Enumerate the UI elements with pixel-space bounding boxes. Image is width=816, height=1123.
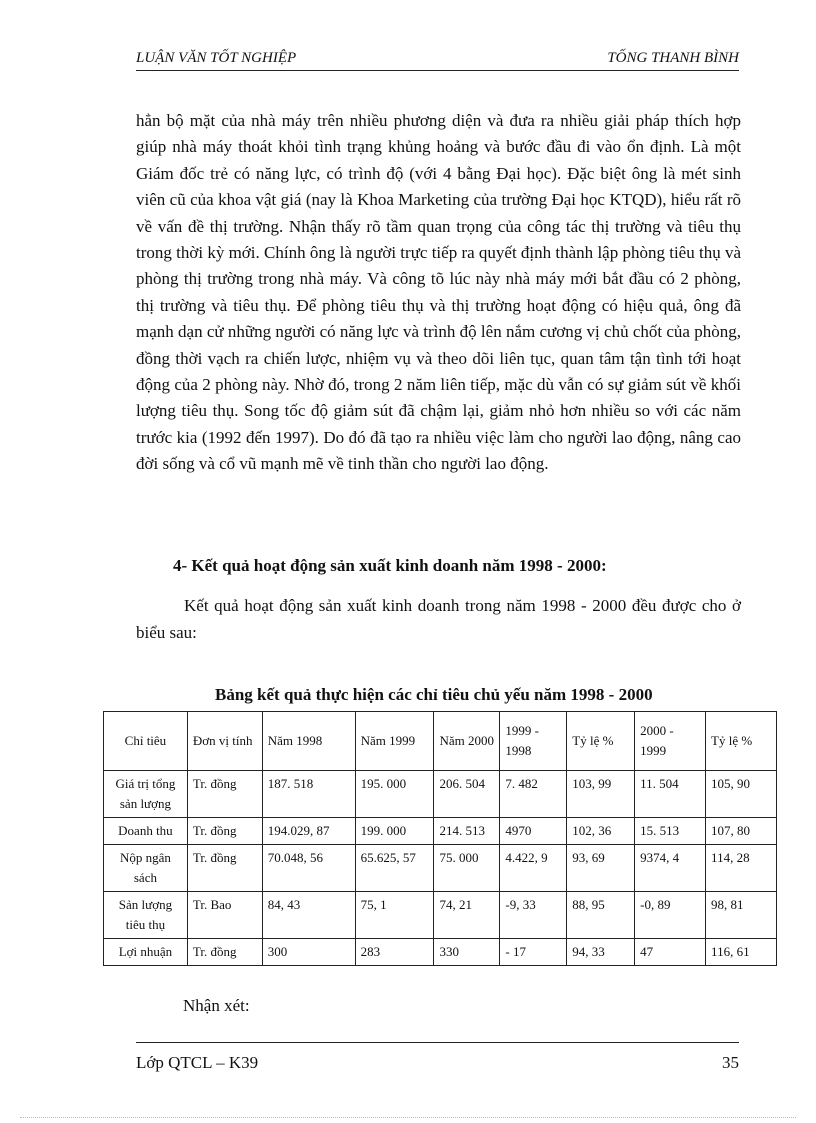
table-cell: 84, 43 bbox=[262, 892, 355, 939]
header-cell: Năm 2000 bbox=[434, 712, 500, 771]
intro-paragraph: Kết quả hoạt động sản xuất kinh doanh trong năm 1998 - 2000 đều được cho ở biểu sau: bbox=[136, 596, 741, 642]
table-cell: Tr. đồng bbox=[187, 939, 262, 966]
page-footer bbox=[136, 1042, 739, 1071]
header-author-name: TỐNG THANH BÌNH bbox=[607, 50, 739, 66]
header-cell: Chỉ tiêu bbox=[104, 712, 188, 771]
header-cell: Năm 1999 bbox=[355, 712, 434, 771]
table-cell: 11. 504 bbox=[635, 771, 706, 818]
table-cell: 75. 000 bbox=[434, 845, 500, 892]
table-cell: -0, 89 bbox=[635, 892, 706, 939]
remark-label: Nhận xét: bbox=[183, 996, 250, 1015]
header-cell: 1999 - 1998 bbox=[500, 712, 567, 771]
table-header-row bbox=[104, 712, 777, 771]
table-row bbox=[104, 818, 777, 845]
table-row bbox=[104, 771, 777, 818]
table-cell: 105, 90 bbox=[706, 771, 777, 818]
header-thesis-label: LUẬN VĂN TỐT NGHIỆP bbox=[136, 50, 297, 66]
table-cell: 283 bbox=[355, 939, 434, 966]
page-bottom-divider bbox=[20, 1117, 796, 1118]
table-title: Bảng kết quả thực hiện các chỉ tiêu chủ yếu năm 1998 - 2000 bbox=[215, 685, 653, 704]
table-cell: 116, 61 bbox=[706, 939, 777, 966]
table-cell: 88, 95 bbox=[567, 892, 635, 939]
table-cell: 7. 482 bbox=[500, 771, 567, 818]
table-cell: 65.625, 57 bbox=[355, 845, 434, 892]
table-row bbox=[104, 939, 777, 966]
table-cell: 75, 1 bbox=[355, 892, 434, 939]
results-table bbox=[103, 711, 777, 966]
table-cell: Tr. đồng bbox=[187, 845, 262, 892]
table-cell: 194.029, 87 bbox=[262, 818, 355, 845]
footer-class-label: Lớp QTCL – K39 bbox=[136, 1053, 259, 1072]
table-cell: Nộp ngân sách bbox=[104, 845, 188, 892]
table-cell: 4.422, 9 bbox=[500, 845, 567, 892]
table-cell: Doanh thu bbox=[104, 818, 188, 845]
table-row bbox=[104, 892, 777, 939]
table-cell: 195. 000 bbox=[355, 771, 434, 818]
table-cell: Sản lượng tiêu thụ bbox=[104, 892, 188, 939]
table-cell: Tr. đồng bbox=[187, 771, 262, 818]
table-cell: 70.048, 56 bbox=[262, 845, 355, 892]
table-row bbox=[104, 845, 777, 892]
table-cell: Tr. Bao bbox=[187, 892, 262, 939]
table-cell: 206. 504 bbox=[434, 771, 500, 818]
table-cell: 4970 bbox=[500, 818, 567, 845]
table-cell: 74, 21 bbox=[434, 892, 500, 939]
table-cell: 330 bbox=[434, 939, 500, 966]
table-cell: -9, 33 bbox=[500, 892, 567, 939]
section-heading: 4- Kết quả hoạt động sản xuất kinh doanh năm 1998 - 2000: bbox=[173, 556, 607, 575]
table-cell: 107, 80 bbox=[706, 818, 777, 845]
table-cell: 199. 000 bbox=[355, 818, 434, 845]
header-cell: 2000 - 1999 bbox=[635, 712, 706, 771]
table-cell: - 17 bbox=[500, 939, 567, 966]
table-cell: 47 bbox=[635, 939, 706, 966]
page-header bbox=[136, 50, 739, 71]
table-cell: 300 bbox=[262, 939, 355, 966]
table-cell: Lợi nhuận bbox=[104, 939, 188, 966]
header-cell: Đơn vị tính bbox=[187, 712, 262, 771]
table-cell: Tr. đồng bbox=[187, 818, 262, 845]
body-paragraph: hẳn bộ mặt của nhà máy trên nhiều phương diện và đưa ra nhiều giải pháp thích hợp giúp nhà máy thoát khỏi tình trạng khủng hoảng và bước đầu đi vào ổn định. Là một Giám đốc trẻ có năng lực, có trình độ (với 4 bằng Đại học). Đặc biệt ông là mét sinh viên cũ của khoa vật giá (nay là Khoa Marketing của trường Đại học KTQD), hiểu rất rõ về vấn đề thị trường. Nhận thấy rõ tầm quan trọng của công tác thị trường và tiêu thụ trong thời kỳ mới. Chính ông là người trực tiếp ra quyết định thành lập phòng tiêu thụ và phòng thị trường trong nhà máy. Và công tõ lúc này nhà máy mới bắt đầu có 2 phòng, thị trường và tiêu thụ. Để phòng tiêu thụ và thị trường hoạt động có hiệu quả, ông đã mạnh dạn cử những người có năng lực và trình độ lên nắm cương vị chủ chốt của phòng, đồng thời vạch ra chiến lược, nhiệm vụ và theo dõi liên tục, quan tâm tận tình tới hoạt động của 2 phòng này. Nhờ đó, trong 2 năm liên tiếp, mặc dù vẫn có sự giảm sút về khối lượng tiêu thụ. Song tốc độ giảm sút đã chậm lại, giảm nhỏ hơn nhiều so với các năm trước kia (1992 đến 1997). Do đó đã tạo ra nhiều việc làm cho người lao động, nâng cao đời sống và cổ vũ mạnh mẽ về tinh thần cho người lao động. bbox=[136, 111, 741, 474]
table-cell: 103, 99 bbox=[567, 771, 635, 818]
table-cell: 102, 36 bbox=[567, 818, 635, 845]
header-cell: Tỷ lệ % bbox=[567, 712, 635, 771]
table-cell: 93, 69 bbox=[567, 845, 635, 892]
table-cell: 114, 28 bbox=[706, 845, 777, 892]
table-cell: 94, 33 bbox=[567, 939, 635, 966]
table-cell: 187. 518 bbox=[262, 771, 355, 818]
table-cell: 98, 81 bbox=[706, 892, 777, 939]
table-cell: 15. 513 bbox=[635, 818, 706, 845]
header-cell: Tỷ lệ % bbox=[706, 712, 777, 771]
table-cell: Giá trị tổng sản lượng bbox=[104, 771, 188, 818]
table-cell: 9374, 4 bbox=[635, 845, 706, 892]
header-cell: Năm 1998 bbox=[262, 712, 355, 771]
page-number: 35 bbox=[722, 1053, 739, 1072]
table-cell: 214. 513 bbox=[434, 818, 500, 845]
